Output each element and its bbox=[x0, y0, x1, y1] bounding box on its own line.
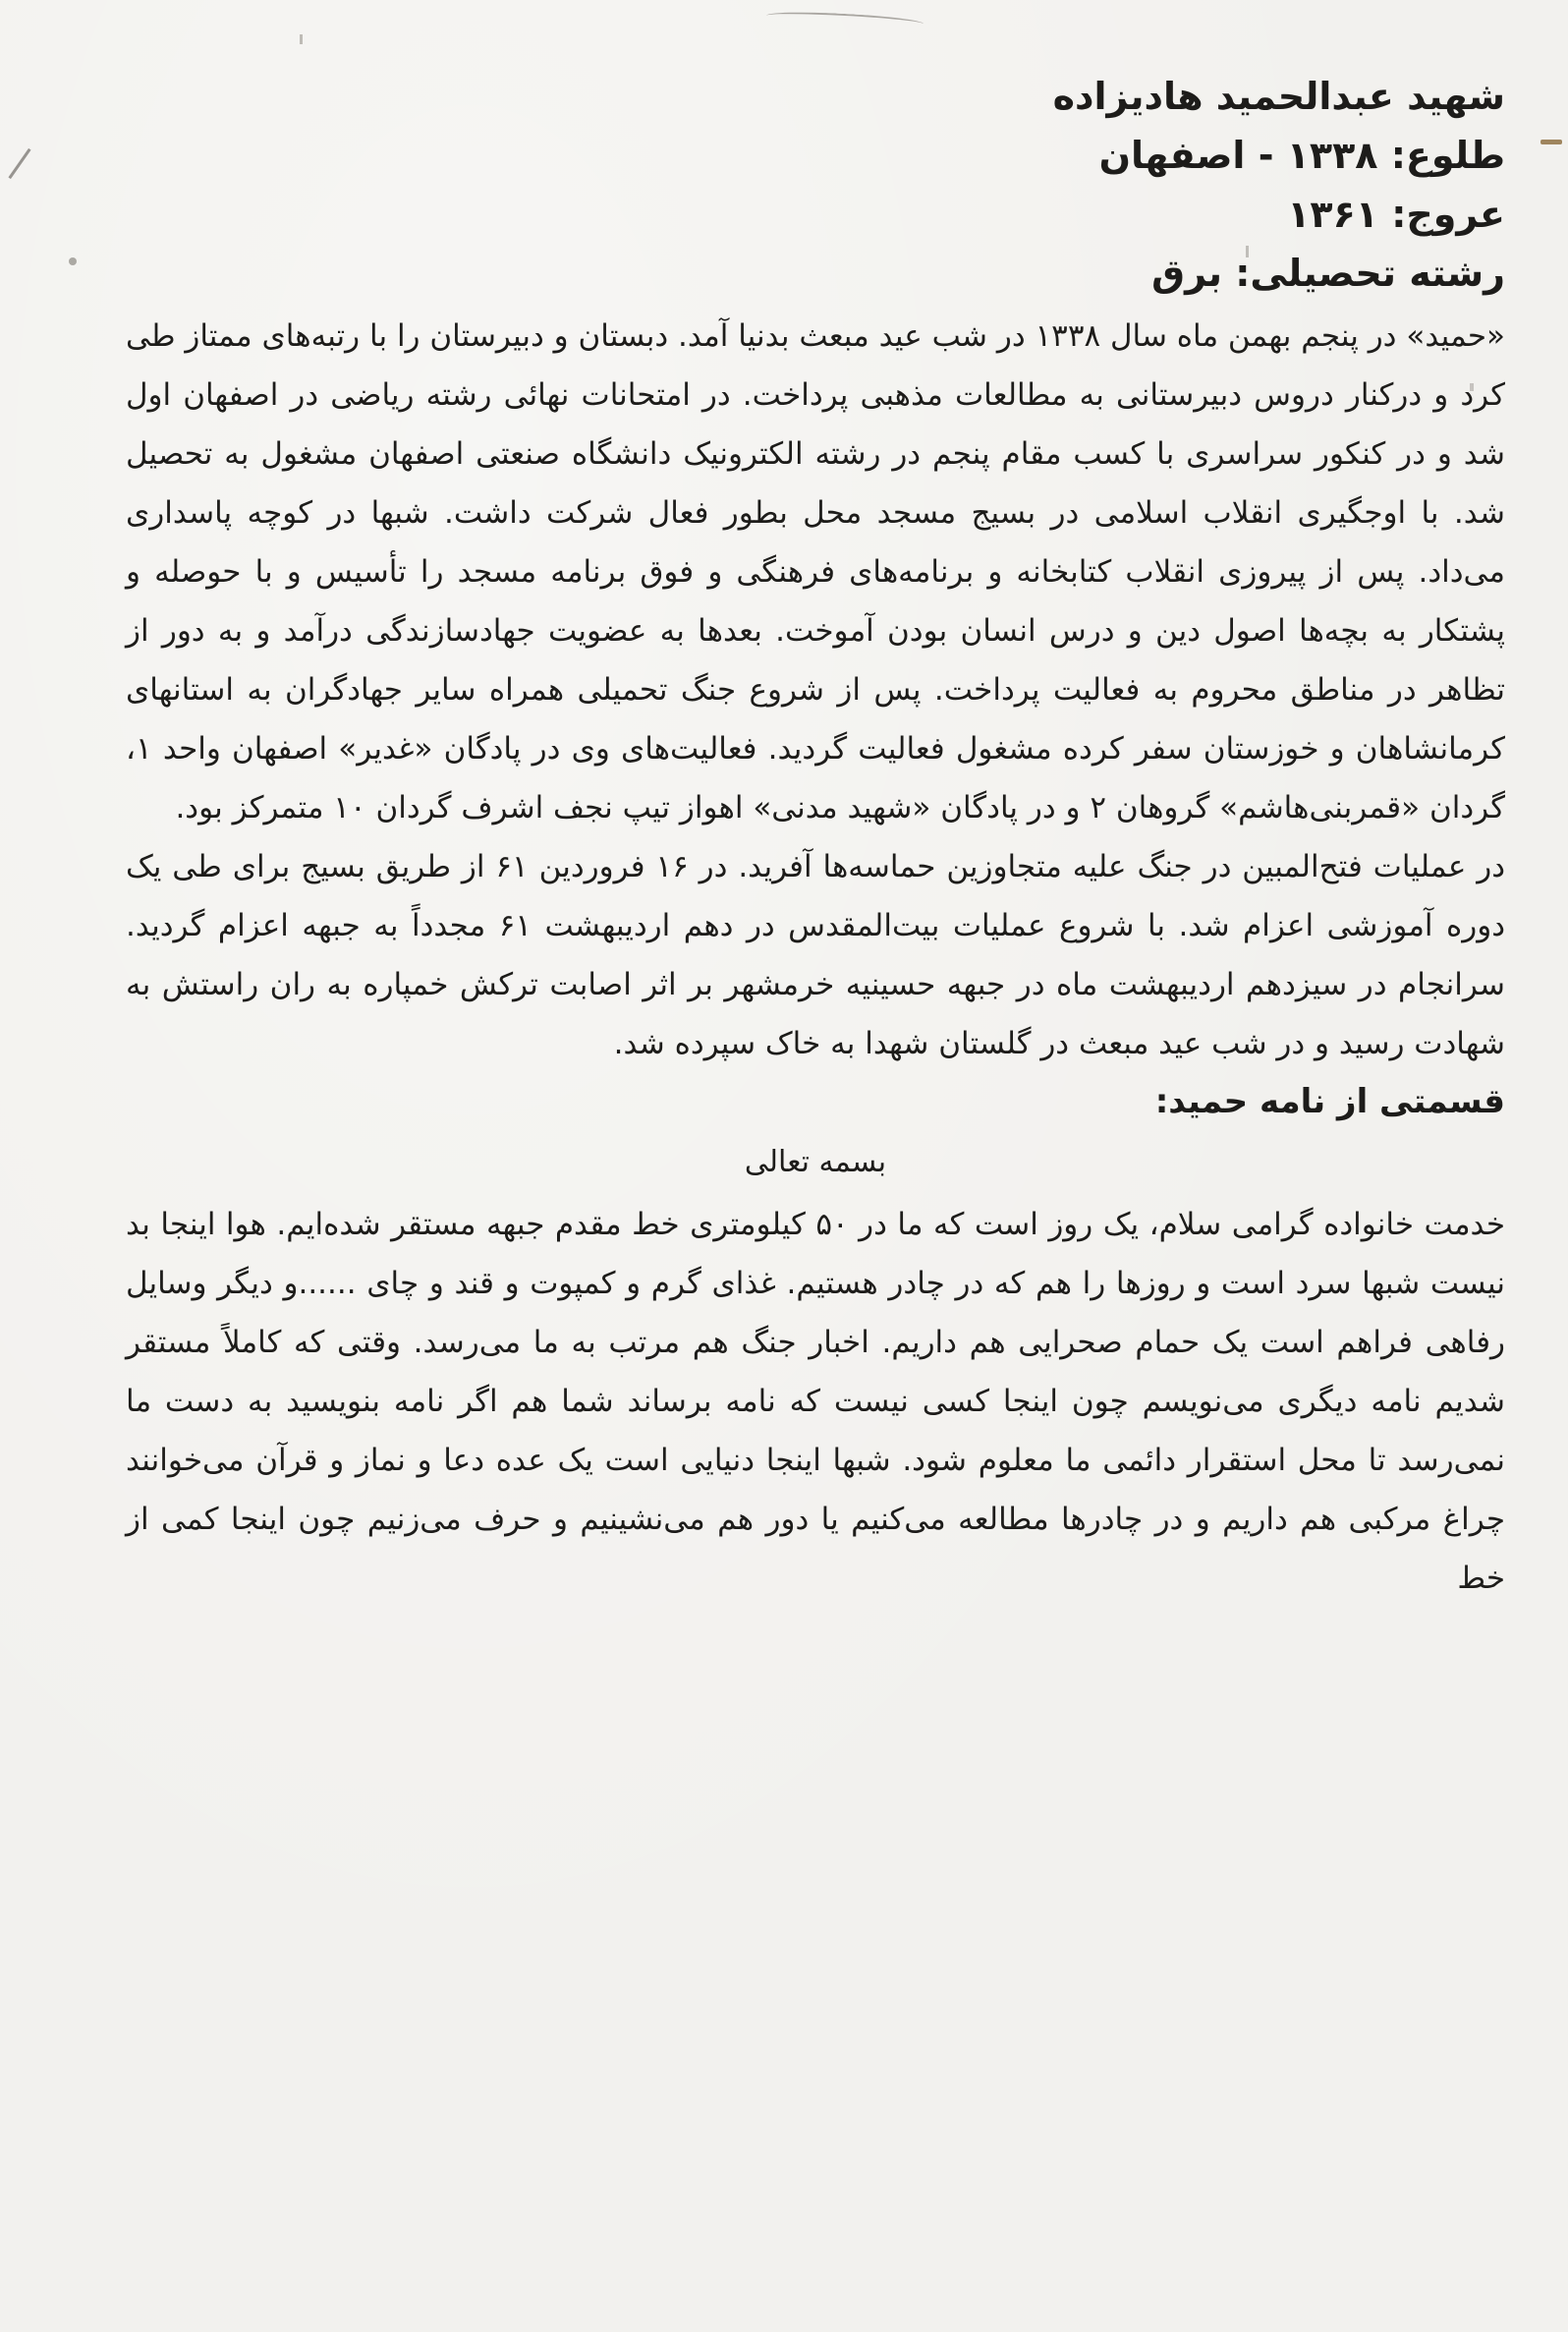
biography-paragraph: در عملیات فتح‌المبین در جنگ علیه متجاوزین حماسه‌ها آفرید. در ۱۶ فروردین ۶۱ از طریق بسیج برای طی یک دوره آموزشی اعزام شد. با شروع عملیات بیت‌المقدس در دهم اردیبهشت ۶۱ مجدداً به جبهه اعزام گردید. سرانجام در سیزدهم اردیبهشت ماه در جبهه حسینیه خرمشهر بر اثر اصابت ترکش خمپاره به ران راستش به شهادت رسید و در شب عید مبعث در گلستان شهدا به خاک سپرده شد. bbox=[126, 849, 1506, 1061]
letter-body: خدمت خانواده گرامی سلام، یک روز است که ما در ۵۰ کیلومتری خط مقدم جبهه مستقر شده‌ایم. هوا اینجا بد نیست شبها سرد است و روزها را هم که در چادر هستیم. غذای گرم و کمپوت و قند و چای ......و دیگر وسایل رفاهی فراهم است یک حمام صحرایی هم داریم. اخبار جنگ هم مرتب به ما می‌رسد. وقتی که کاملاً مستقر شدیم نامه دیگری می‌نویسم چون اینجا کسی نیست که نامه برساند شما هم اگر نامه بنویسید به دست ما نمی‌رسد تا محل استقرار دائمی ما معلوم شود. شبها اینجا دنیایی است یک عده دعا و نماز و قرآن می‌خوانند چراغ مرکبی هم داریم و در چادرها مطالعه می‌کنیم یا دور هم می‌نشینیم و حرف می‌زنیم چون اینجا کمی از خط bbox=[126, 1207, 1505, 1596]
scan-speck bbox=[300, 34, 303, 44]
scan-mark bbox=[1540, 140, 1562, 144]
birth-info: طلوع: ۱۳۳۸ - اصفهان bbox=[1098, 134, 1505, 177]
scan-speck bbox=[69, 257, 77, 265]
letter-opening: بسمه تعالی bbox=[744, 1145, 887, 1179]
page-content bbox=[126, 67, 1505, 1608]
death-info: عروج: ۱۳۶۱ bbox=[1287, 193, 1505, 236]
study-field: رشته تحصیلی: برق bbox=[1151, 252, 1505, 295]
scan-mark bbox=[8, 148, 30, 179]
biography-paragraph: «حمید» در پنجم بهمن ماه سال ۱۳۳۸ در شب عید مبعث بدنیا آمد. دبستان و دبیرستان را با رتبه‌های ممتاز طی کرد و درکنار دروس دبیرستانی به مطالعات مذهبی پرداخت. در امتحانات نهائی رشته ریاضی در اصفهان اول شد و در کنکور سراسری با کسب مقام پنجم در رشته الکترونیک دانشگاه صنعتی اصفهان مشغول به تحصیل شد. با اوجگیری انقلاب اسلامی در بسیج مسجد محل بطور فعال شرکت داشت. شبها در کوچه پاسداری می‌داد. پس از پیروزی انقلاب کتابخانه و برنامه‌های فرهنگی و فوق برنامه مسجد را تأسیس و با حوصله و پشتکار به بچه‌ها اصول دین و درس انسان بودن آموخت. بعدها به عضویت جهادسازندگی درآمد و به دور از تظاهر در مناطق محروم به فعالیت پرداخت. پس از شروع جنگ تحمیلی همراه سایر جهادگران به استانهای کرمانشاهان و خوزستان سفر کرده مشغول فعالیت گردید. فعالیت‌های وی در پادگان «غدیر» اصفهان واحد ۱، گردان «قمربنی‌هاشم» گروهان ۲ و در پادگان «شهید مدنی» اهواز تیپ نجف اشرف گردان ۱۰ متمرکز بود. bbox=[126, 318, 1505, 825]
martyr-header bbox=[126, 67, 1505, 303]
martyr-name: شهید عبدالحمید هادیزاده bbox=[1052, 75, 1505, 118]
scan-mark bbox=[766, 10, 924, 29]
letter-section-title: قسمتی از نامه حمید: bbox=[1154, 1082, 1505, 1121]
